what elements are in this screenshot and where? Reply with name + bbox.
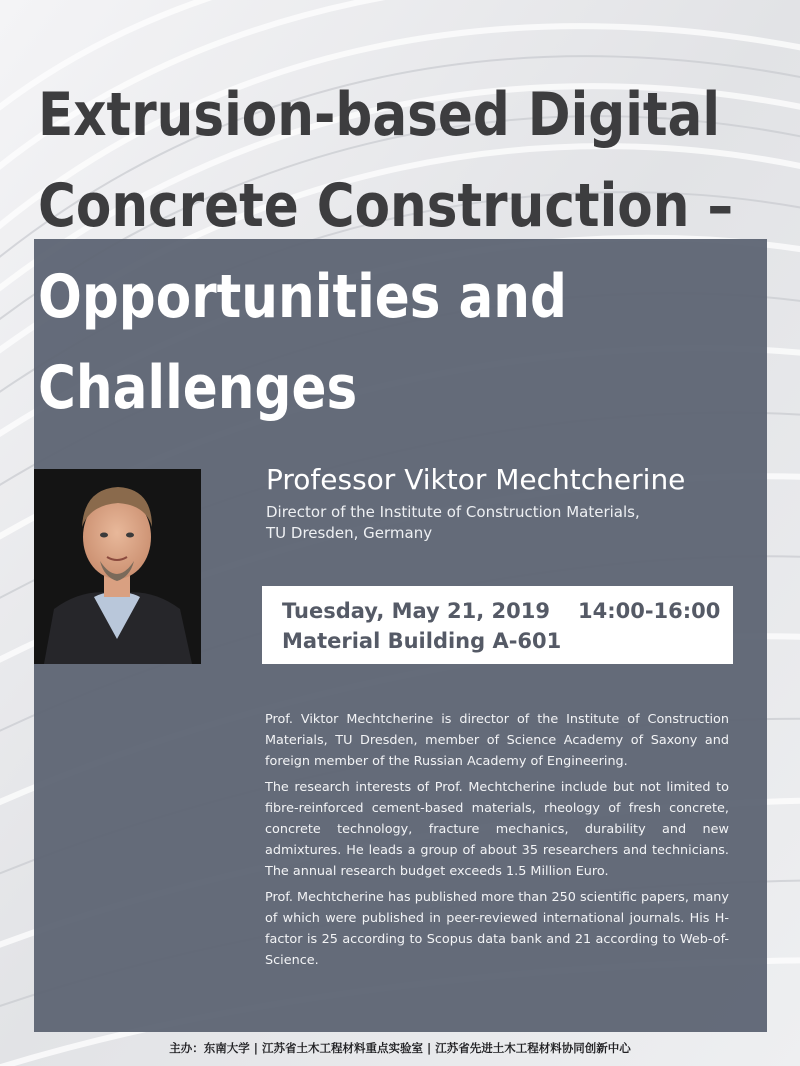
- date-time-row: [282, 596, 733, 626]
- title-line-4: Challenges: [38, 353, 358, 423]
- event-details-box: [262, 586, 733, 664]
- speaker-photo: [34, 469, 201, 664]
- event-time: 14:00-16:00: [578, 599, 721, 623]
- affiliation-line-1: Director of the Institute of Construction Materials,: [266, 503, 640, 521]
- speaker-affiliation: [266, 502, 640, 544]
- speaker-portrait-icon: [34, 469, 201, 664]
- affiliation-line-2: TU Dresden, Germany: [266, 524, 433, 542]
- title-line-1: Extrusion-based Digital: [38, 80, 721, 150]
- page-title: [38, 70, 734, 434]
- title-line-2: Concrete Construction –: [38, 171, 734, 241]
- title-line-3: Opportunities and: [38, 262, 567, 332]
- bio-paragraph-3: Prof. Mechtcherine has published more than 250 scientific papers, many of which were published in peer-reviewed international journals. His H-factor is 25 according to Scopus data bank and 21 according to Web-of-Science.: [265, 889, 729, 969]
- organizer-footer: 主办：东南大学 | 江苏省土木工程材料重点实验室 | 江苏省先进土木工程材料协同创新中心: [169, 1041, 631, 1055]
- event-date: Tuesday, May 21, 2019: [282, 599, 550, 623]
- bio-paragraph-1: Prof. Viktor Mechtcherine is director of the Institute of Construction Materials, TU Dresden, member of Science Academy of Saxony and foreign member of the Russian Academy of Engineering.: [265, 712, 729, 770]
- speaker-bio: [265, 709, 729, 975]
- event-location: Material Building A-601: [282, 629, 562, 653]
- bio-paragraph-2: The research interests of Prof. Mechtcherine include but not limited to fibre-reinforced cement-based materials, rheology of fresh concrete, concrete technology, fracture mechanics, durability and new admixtures. He leads a group of about 35 researchers and technicians. The annual research budget exceeds 1.5 Million Euro.: [265, 779, 729, 880]
- speaker-name: Professor Viktor Mechtcherine: [266, 463, 686, 496]
